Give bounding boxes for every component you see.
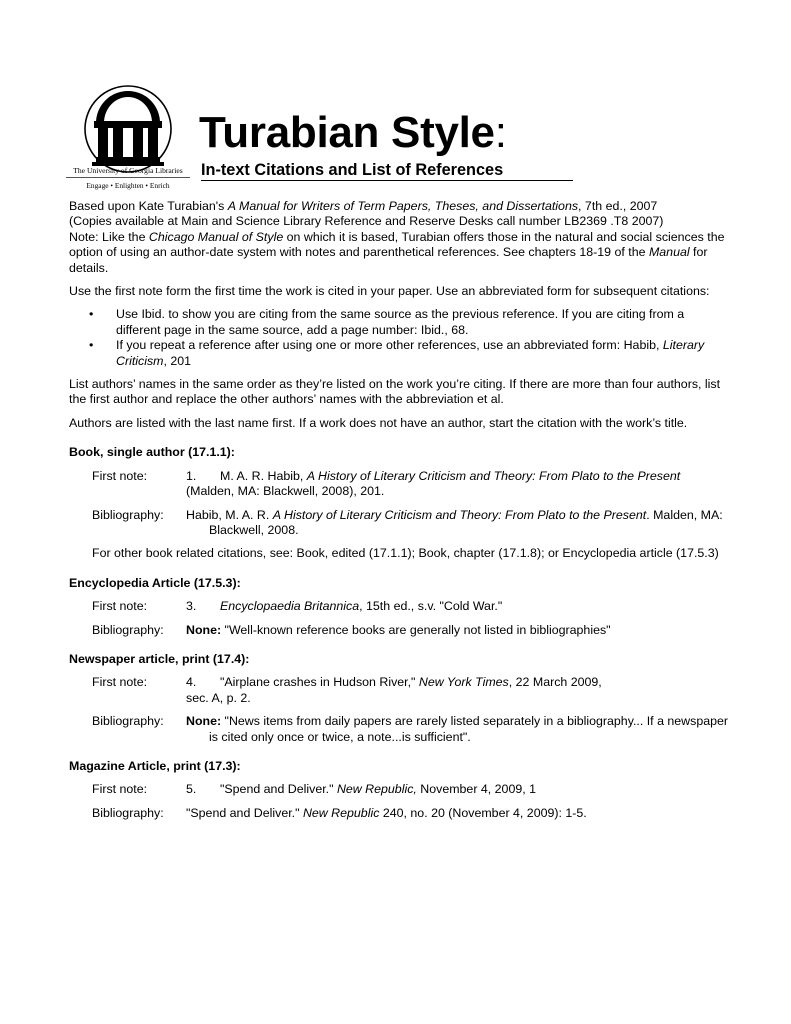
bibliography-text <box>186 623 729 638</box>
bibliography-entry <box>92 508 729 539</box>
bibliography-label: Bibliography: <box>92 622 164 637</box>
citation-title: Encyclopaedia Britannica <box>220 599 360 614</box>
bibliography-label: Bibliography: <box>92 805 164 820</box>
intro-text: Based upon Kate Turabian's <box>69 199 228 213</box>
intro-text: Note: Like the <box>69 229 149 244</box>
page-title <box>199 108 507 158</box>
arch-icon <box>66 83 190 173</box>
citation-text: "Spend and Deliver." <box>220 782 337 797</box>
note-number: 1. <box>186 468 197 483</box>
first-note-label: First note: <box>92 782 148 797</box>
note-number: 3. <box>186 599 197 614</box>
citation-text: November 4, 2009, 1 <box>416 782 537 797</box>
intro-text: on which it is based, Turabian offers those in the natural and social sciences the option of using an author-date system with notes and parenthetical references. See chapters 18-19 of the <box>69 229 725 260</box>
first-note-entry <box>92 599 729 614</box>
citation-text: 240, no. 20 (November 4, 2009): 1-5. <box>379 805 587 820</box>
citation-text: . Malden, MA: Blackwell, 2008. <box>209 507 723 537</box>
section-heading-newspaper: Newspaper article, print (17.4): <box>69 651 250 666</box>
list-item <box>69 307 729 338</box>
citation-text: , 15th ed., s.v. "Cold War." <box>359 599 503 614</box>
section-heading-encyclopedia: Encyclopedia Article (17.5.3): <box>69 575 241 590</box>
document-body <box>69 199 729 829</box>
first-note-entry <box>92 469 729 500</box>
book-title: A Manual for Writers of Term Papers, Theses, and Dissertations <box>227 199 579 213</box>
citation-text: , 22 March 2009, <box>508 675 602 690</box>
list-item <box>69 338 729 369</box>
first-note-paragraph: Use the first note form the first time the work is cited in your paper. Use an abbreviated form for subsequent citations: <box>69 284 710 299</box>
citation-text: "Well-known reference books are generally not listed in bibliographies" <box>221 622 611 637</box>
citation-text: "News items from daily papers are rarely listed separately in a bibliography... If a newspaper is cited only once or twice, a note...is sufficient". <box>209 714 729 744</box>
first-note-label: First note: <box>92 599 148 614</box>
note-number: 5. <box>186 782 197 797</box>
first-note-label: First note: <box>92 675 148 690</box>
section-heading-magazine: Magazine Article, print (17.3): <box>69 758 241 773</box>
uga-libraries-logo <box>66 83 190 195</box>
none-label: None: <box>186 714 222 729</box>
logo-caption: The University of Georgia Libraries <box>66 166 190 178</box>
list-item-text: , 201 <box>163 353 192 368</box>
logo-tagline: Engage • Enlighten • Enrich <box>86 181 170 190</box>
citation-title: New Republic, <box>336 782 417 797</box>
list-item-text: If you repeat a reference after using one or more other references, use an abbreviated form: Habib, <box>116 338 663 353</box>
bibliography-label: Bibliography: <box>92 714 164 729</box>
first-note-text <box>186 675 729 706</box>
bibliography-label: Bibliography: <box>92 507 164 522</box>
first-note-text <box>186 469 729 500</box>
bibliography-text <box>186 806 729 821</box>
bibliography-text <box>186 508 729 539</box>
call-number-text: (Copies available at Main and Science Library Reference and Reserve Desks call number LB2369 .T8 2007) <box>69 214 664 229</box>
bibliography-entry <box>92 714 729 745</box>
first-note-text <box>186 599 729 614</box>
page-title-colon: : <box>494 108 507 157</box>
short-title: Literary Criticism <box>116 338 705 368</box>
page-subtitle: In-text Citations and List of References <box>201 160 573 181</box>
cms-title: Chicago Manual of Style <box>148 229 284 244</box>
list-item-text: Use Ibid. to show you are citing from the same source as the previous reference. If you are citing from a different page in the same source, add a page number: Ibid., 68. <box>116 307 685 337</box>
none-label: None: <box>186 622 222 637</box>
section-heading-book: Book, single author (17.1.1): <box>69 445 235 460</box>
bibliography-text <box>186 714 729 745</box>
citation-tips-list <box>69 307 729 369</box>
note-number: 4. <box>186 675 197 690</box>
citation-text: "Airplane crashes in Hudson River," <box>220 675 419 690</box>
first-note-text <box>186 782 729 797</box>
page-title-text: Turabian Style <box>199 108 495 157</box>
authors-name-paragraph: Authors are listed with the last name first. If a work does not have an author, start the citation with the work’s title. <box>69 415 688 430</box>
first-note-entry <box>92 782 729 797</box>
citation-text: M. A. R. Habib, <box>220 468 307 483</box>
first-note-label: First note: <box>92 468 148 483</box>
other-book-citations-note: For other book related citations, see: Book, edited (17.1.1); Book, chapter (17.1.8); or Encyclopedia article (17.5.3) <box>92 546 719 561</box>
authors-order-paragraph: List authors’ names in the same order as they’re listed on the work you’re citing. If there are more than four authors, list the first author and replace the other authors’ names with the abbreviation et al. <box>69 377 721 407</box>
intro-paragraph <box>69 199 729 276</box>
intro-text: , 7th ed., 2007 <box>578 199 658 213</box>
citation-title: New Republic <box>302 805 380 820</box>
bibliography-entry <box>92 806 729 821</box>
citation-text: Habib, M. A. R. <box>186 507 273 522</box>
citation-title: A History of Literary Criticism and Theory: From Plato to the Present <box>272 507 647 522</box>
citation-title: A History of Literary Criticism and Theory: From Plato to the Present <box>306 468 681 483</box>
citation-text: (Malden, MA: Blackwell, 2008), 201. <box>186 484 385 499</box>
intro-text: for details. <box>69 245 708 275</box>
manual-title: Manual <box>648 245 690 260</box>
citation-text: sec. A, p. 2. <box>186 690 251 705</box>
citation-title: New York Times <box>418 675 509 690</box>
bibliography-entry <box>92 623 729 638</box>
first-note-entry <box>92 675 729 706</box>
citation-text: "Spend and Deliver." <box>186 805 303 820</box>
